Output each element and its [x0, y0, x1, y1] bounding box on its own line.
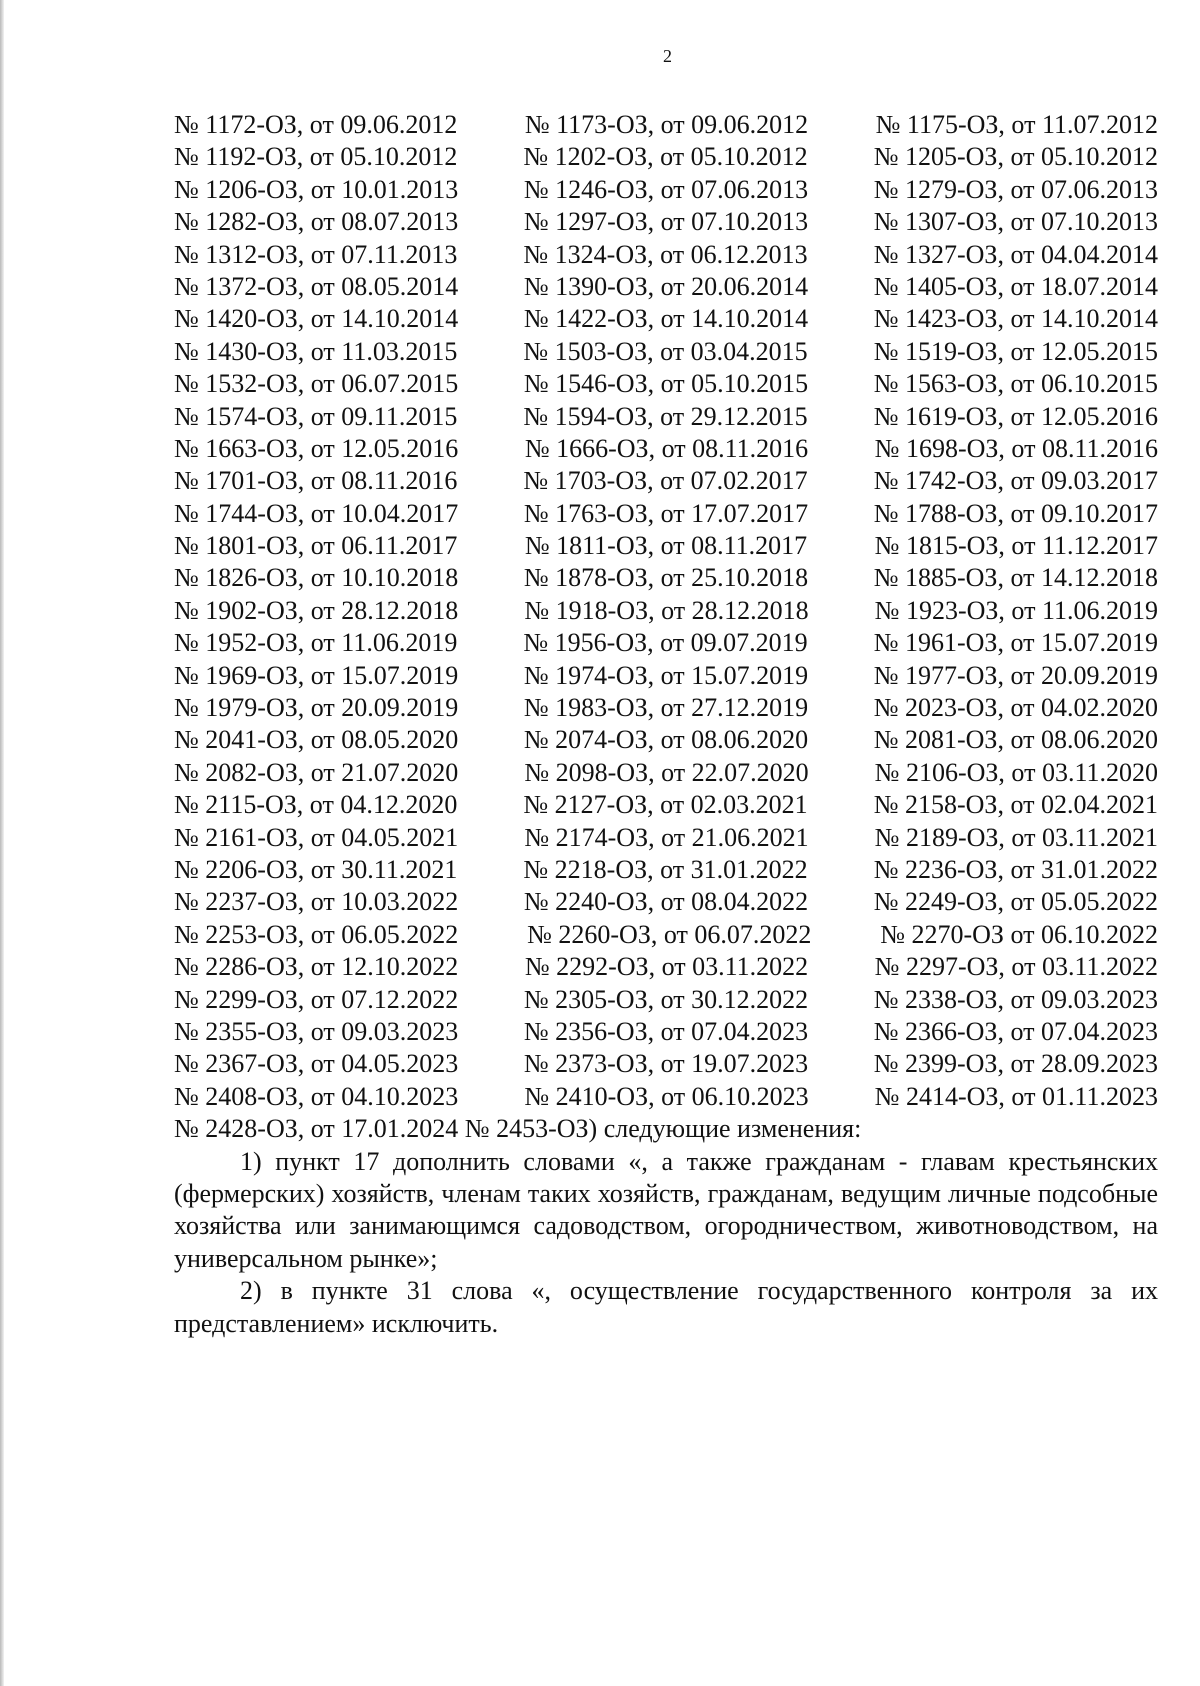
law-reference: № 2041-ОЗ, от 08.05.2020: [174, 725, 459, 755]
law-reference: № 2115-ОЗ, от 04.12.2020: [174, 790, 458, 820]
law-reference: № 1979-ОЗ, от 20.09.2019: [174, 693, 459, 723]
law-reference: № 1788-ОЗ, от 09.10.2017: [873, 498, 1158, 528]
law-reference: № 2414-ОЗ, от 01.11.2023: [874, 1081, 1158, 1111]
law-reference: № 1969-ОЗ, от 15.07.2019: [174, 660, 459, 690]
law-reference: № 2240-ОЗ, от 08.04.2022: [523, 887, 809, 917]
law-reference: № 1205-ОЗ, от 05.10.2012: [873, 142, 1158, 172]
law-reference: № 2106-ОЗ, от 03.11.2020: [874, 757, 1158, 787]
law-reference: № 1405-ОЗ, от 18.07.2014: [873, 271, 1158, 301]
law-reference: № 2292-ОЗ, от 03.11.2022: [524, 952, 809, 982]
law-reference-line: [174, 595, 1158, 627]
law-reference: № 1902-ОЗ, от 28.12.2018: [174, 595, 459, 625]
law-reference: № 2082-ОЗ, от 21.07.2020: [174, 757, 459, 787]
law-reference-line: [174, 692, 1158, 724]
law-reference: № 1519-ОЗ, от 12.05.2015: [873, 336, 1158, 366]
law-reference: № 2174-ОЗ, от 21.06.2021: [524, 822, 809, 852]
law-reference: № 1202-ОЗ, от 05.10.2012: [523, 142, 808, 172]
law-reference: № 2206-ОЗ, от 30.11.2021: [174, 854, 458, 884]
law-reference-line: [174, 368, 1158, 400]
law-reference: № 2253-ОЗ, от 06.05.2022: [174, 919, 459, 949]
law-reference: № 1826-ОЗ, от 10.10.2018: [174, 563, 459, 593]
law-reference-line: [174, 854, 1158, 886]
law-reference-line: [174, 886, 1158, 918]
law-reference: № 1878-ОЗ, от 25.10.2018: [523, 563, 809, 593]
law-reference: № 2081-ОЗ, от 08.06.2020: [873, 725, 1158, 755]
law-reference-line: [174, 530, 1158, 562]
law-reference-line: [174, 336, 1158, 368]
law-reference-line: [174, 1048, 1158, 1080]
law-reference-line: [174, 1016, 1158, 1048]
law-reference: № 1503-ОЗ, от 03.04.2015: [523, 336, 808, 366]
law-reference: № 1324-ОЗ, от 06.12.2013: [523, 239, 808, 269]
law-reference: № 1918-ОЗ, от 28.12.2018: [524, 595, 809, 625]
scan-edge: [0, 0, 4, 1686]
law-reference-line: [174, 433, 1158, 465]
law-reference: № 2297-ОЗ, от 03.11.2022: [874, 952, 1158, 982]
law-reference: № 2399-ОЗ, от 28.09.2023: [873, 1049, 1158, 1079]
law-reference-line: [174, 660, 1158, 692]
law-reference: № 2305-ОЗ, от 30.12.2022: [523, 984, 809, 1014]
law-reference: № 1279-ОЗ, от 07.06.2013: [873, 174, 1158, 204]
law-reference-line: [174, 498, 1158, 530]
law-reference: № 2299-ОЗ, от 07.12.2022: [174, 984, 459, 1014]
law-reference-line: [174, 465, 1158, 497]
law-reference-line: [174, 1081, 1158, 1113]
law-reference: № 2237-ОЗ, от 10.03.2022: [174, 887, 459, 917]
law-reference-line: [174, 206, 1158, 238]
law-reference: № 2286-ОЗ, от 12.10.2022: [174, 952, 459, 982]
law-reference: № 1961-ОЗ, от 15.07.2019: [873, 628, 1158, 658]
law-reference: № 1327-ОЗ, от 04.04.2014: [873, 239, 1158, 269]
law-reference: № 1307-ОЗ, от 07.10.2013: [873, 207, 1158, 237]
law-reference: № 1372-ОЗ, от 08.05.2014: [174, 271, 459, 301]
law-reference: № 1390-ОЗ, от 20.06.2014: [523, 271, 809, 301]
law-reference: № 2408-ОЗ, от 04.10.2023: [174, 1081, 459, 1111]
law-reference: № 2356-ОЗ, от 07.04.2023: [523, 1016, 809, 1046]
law-reference: № 2260-ОЗ, от 06.07.2022: [527, 919, 812, 949]
law-reference: № 1563-ОЗ, от 06.10.2015: [873, 369, 1158, 399]
law-reference: № 2410-ОЗ, от 06.10.2023: [524, 1081, 809, 1111]
law-reference: № 2161-ОЗ, от 04.05.2021: [174, 822, 459, 852]
law-reference: № 1923-ОЗ, от 11.06.2019: [874, 595, 1158, 625]
law-reference-line: [174, 822, 1158, 854]
law-reference-line: [174, 174, 1158, 206]
law-reference: № 2338-ОЗ, от 09.03.2023: [873, 984, 1158, 1014]
law-reference: № 2218-ОЗ, от 31.01.2022: [523, 854, 808, 884]
law-reference: № 1977-ОЗ, от 20.09.2019: [873, 660, 1158, 690]
law-reference-line: [174, 239, 1158, 271]
law-reference: № 1742-ОЗ, от 09.03.2017: [873, 466, 1158, 496]
law-reference: № 1885-ОЗ, от 14.12.2018: [873, 563, 1158, 593]
law-reference: № 1546-ОЗ, от 05.10.2015: [523, 369, 809, 399]
law-reference: № 1206-ОЗ, от 10.01.2013: [174, 174, 459, 204]
law-reference-line: [174, 919, 1158, 951]
amendment-item-2: 2) в пункте 31 слова «, осуществление государственного контроля за их представлением» исключить.: [174, 1276, 1158, 1338]
law-reference: № 1532-ОЗ, от 06.07.2015: [174, 369, 459, 399]
law-reference-line: [174, 109, 1158, 141]
law-reference-line: [174, 724, 1158, 756]
law-reference: № 1663-ОЗ, от 12.05.2016: [174, 433, 459, 463]
law-reference: № 2355-ОЗ, от 09.03.2023: [174, 1016, 459, 1046]
law-reference: № 2236-ОЗ, от 31.01.2022: [873, 854, 1158, 884]
law-reference: № 1744-ОЗ, от 10.04.2017: [174, 498, 459, 528]
law-reference: № 1701-ОЗ, от 08.11.2016: [174, 466, 458, 496]
law-reference-line: [174, 627, 1158, 659]
law-reference: № 1956-ОЗ, от 09.07.2019: [523, 628, 808, 658]
document-body: [174, 109, 1158, 1340]
law-reference: № 1246-ОЗ, от 07.06.2013: [523, 174, 809, 204]
law-reference: № 1297-ОЗ, от 07.10.2013: [523, 207, 809, 237]
law-reference: № 2127-ОЗ, от 02.03.2021: [523, 790, 808, 820]
law-reference: № 1420-ОЗ, от 14.10.2014: [174, 304, 459, 334]
law-reference-line: [174, 141, 1158, 173]
law-reference: № 1594-ОЗ, от 29.12.2015: [523, 401, 808, 431]
law-reference: № 1422-ОЗ, от 14.10.2014: [523, 304, 809, 334]
law-reference: № 1430-ОЗ, от 11.03.2015: [174, 336, 458, 366]
law-reference-line: [174, 757, 1158, 789]
law-reference-list: [174, 109, 1158, 1113]
law-reference: № 2249-ОЗ, от 05.05.2022: [873, 887, 1158, 917]
law-reference-line: [174, 562, 1158, 594]
law-reference-line: [174, 951, 1158, 983]
law-reference: № 1175-ОЗ, от 11.07.2012: [875, 110, 1158, 139]
law-reference: № 1666-ОЗ, от 08.11.2016: [524, 433, 809, 463]
law-reference: № 2074-ОЗ, от 08.06.2020: [523, 725, 809, 755]
law-reference-line: [174, 984, 1158, 1016]
law-reference: № 1698-ОЗ, от 08.11.2016: [874, 433, 1158, 463]
law-reference: № 2373-ОЗ, от 19.07.2023: [523, 1049, 809, 1079]
page-number: 2: [663, 46, 672, 66]
law-reference: № 1192-ОЗ, от 05.10.2012: [174, 142, 458, 172]
law-reference-closing-line: № 2428-ОЗ, от 17.01.2024 № 2453-ОЗ) следующие изменения:: [174, 1114, 862, 1144]
law-reference-line: [174, 789, 1158, 821]
law-reference-line: [174, 271, 1158, 303]
law-reference: № 1811-ОЗ, от 08.11.2017: [524, 531, 808, 561]
law-reference: № 2367-ОЗ, от 04.05.2023: [174, 1049, 459, 1079]
law-reference: № 2270-ОЗ от 06.10.2022: [880, 919, 1158, 949]
law-reference: № 2158-ОЗ, от 02.04.2021: [873, 790, 1158, 820]
law-reference: № 1952-ОЗ, от 11.06.2019: [174, 628, 458, 658]
law-reference: № 1815-ОЗ, от 11.12.2017: [874, 531, 1158, 561]
law-reference: № 1574-ОЗ, от 09.11.2015: [174, 401, 458, 431]
law-reference: № 1172-ОЗ, от 09.06.2012: [174, 110, 458, 139]
law-reference: № 1983-ОЗ, от 27.12.2019: [523, 693, 809, 723]
law-reference-line: [174, 303, 1158, 335]
law-reference: № 1282-ОЗ, от 08.07.2013: [174, 207, 459, 237]
law-reference: № 1801-ОЗ, от 06.11.2017: [174, 531, 458, 561]
law-reference: № 1974-ОЗ, от 15.07.2019: [523, 660, 809, 690]
law-reference: № 1763-ОЗ, от 17.07.2017: [523, 498, 809, 528]
law-reference: № 2023-ОЗ, от 04.02.2020: [873, 693, 1158, 723]
law-reference: № 1423-ОЗ, от 14.10.2014: [873, 304, 1158, 334]
law-reference: № 1703-ОЗ, от 07.02.2017: [523, 466, 808, 496]
law-reference: № 2366-ОЗ, от 07.04.2023: [873, 1016, 1158, 1046]
law-reference: № 1312-ОЗ, от 07.11.2013: [174, 239, 458, 269]
law-reference: № 2189-ОЗ, от 03.11.2021: [874, 822, 1158, 852]
law-reference: № 1619-ОЗ, от 12.05.2016: [873, 401, 1158, 431]
law-reference: № 1173-ОЗ, от 09.06.2012: [524, 110, 809, 139]
law-reference: № 2098-ОЗ, от 22.07.2020: [524, 757, 809, 787]
amendment-item-1: 1) пункт 17 дополнить словами «, а также гражданам - главам крестьянских (фермерских) хозяйств, членам таких хозяйств, гражданам, ведущим личные подсобные хозяйства или занимающимся садоводством, огородничеством, животноводством, на универсальном рынке»;: [174, 1146, 1158, 1273]
law-reference-line: [174, 401, 1158, 433]
